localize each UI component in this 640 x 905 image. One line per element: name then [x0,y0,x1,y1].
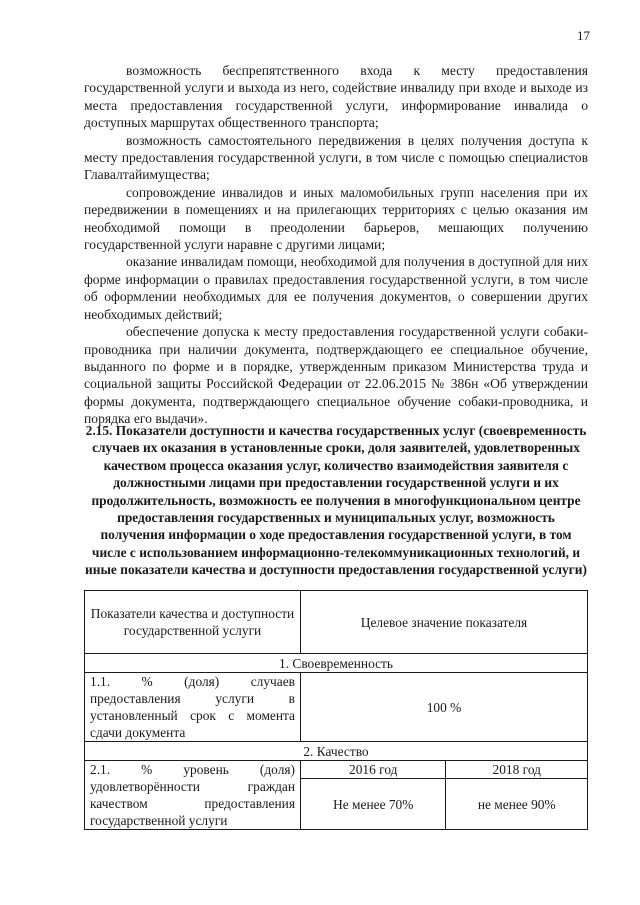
header-target-value: Целевое значение показателя [301,591,588,654]
group-label: 1. Своевременность [85,654,588,673]
group-row-timeliness [85,654,588,673]
paragraph: оказание инвалидам помощи, необходимой для получения в доступной для них форме информации о правилах предоставления государственной услуги, в том числе об оформлении необходимых для ее получения документов, о совершении других необходимых действий; [84,254,588,322]
indicator-value: не менее 90% [446,779,588,830]
page-number: 17 [577,28,590,43]
indicator-value: Не менее 70% [301,779,446,830]
quality-metrics-table [84,590,588,830]
section-title: 2.15. Показатели доступности и качества государственных услуг (своевременность случаев их оказания в установленные сроки, доля заявителей, удовлетворенных качеством процесса оказания услуг, количество взаимодействия заявителя с должностными лицами при предоставлении государственной услуги и их продолжительность, возможность ее получения в многофункциональном центре предоставления государственных и муниципальных услуг, возможность получения информации о ходе предоставления государственной услуги, в том числе с использованием информационно-телекоммуникационных технологий, и иные показатели качества и доступности предоставления государственной услуги) [85,423,587,578]
year-header: 2018 год [446,761,588,779]
header-indicators: Показатели качества и доступности государственной услуги [85,591,301,654]
group-label: 2. Качество [85,742,588,761]
year-header: 2016 год [301,761,446,779]
indicator-value: 100 % [301,673,588,742]
table-header-row [85,591,588,654]
paragraph: возможность беспрепятственного входа к месту предоставления государственной услуги и выхода из него, содействие инвалиду при входе и выходе из места предоставления государственной услуги, информирование инвалида о доступных маршрутах общественного транспорта; [84,63,588,131]
body-text [84,62,588,428]
table-row [85,761,588,779]
paragraph: возможность самостоятельного передвижения в целях получения доступа к месту предоставления государственной услуги, в том числе с помощью специалистов Главалтайимущества; [84,132,588,183]
group-row-quality [85,742,588,761]
table-row [85,673,588,742]
section-heading [84,422,588,579]
paragraph: сопровождение инвалидов и иных маломобильных групп населения при их передвижении в помещениях и на прилегающих территориях с целью оказания им необходимой помощи в преодолении барьеров, мешающих получению государственной услуги наравне с другими лицами; [84,184,588,253]
paragraph: обеспечение допуска к месту предоставления государственной услуги собаки-проводника при наличии документа, подтверждающего ее специальное обучение, выданного по форме и в порядке, утвержденным приказом Министерства труда и социальной защиты Российской Федерации от 22.06.2015 № 386н «Об утверждении формы документа, подтверждающего специальное обучение собаки-проводника, и порядка его выдачи». [84,324,588,427]
indicator-label: 1.1. % (доля) случаев предоставления услуги в установленный срок с момента сдачи документа [85,673,301,742]
indicator-label: 2.1. % уровень (доля) удовлетворённости граждан качеством предоставления государственной услуги [85,761,301,830]
